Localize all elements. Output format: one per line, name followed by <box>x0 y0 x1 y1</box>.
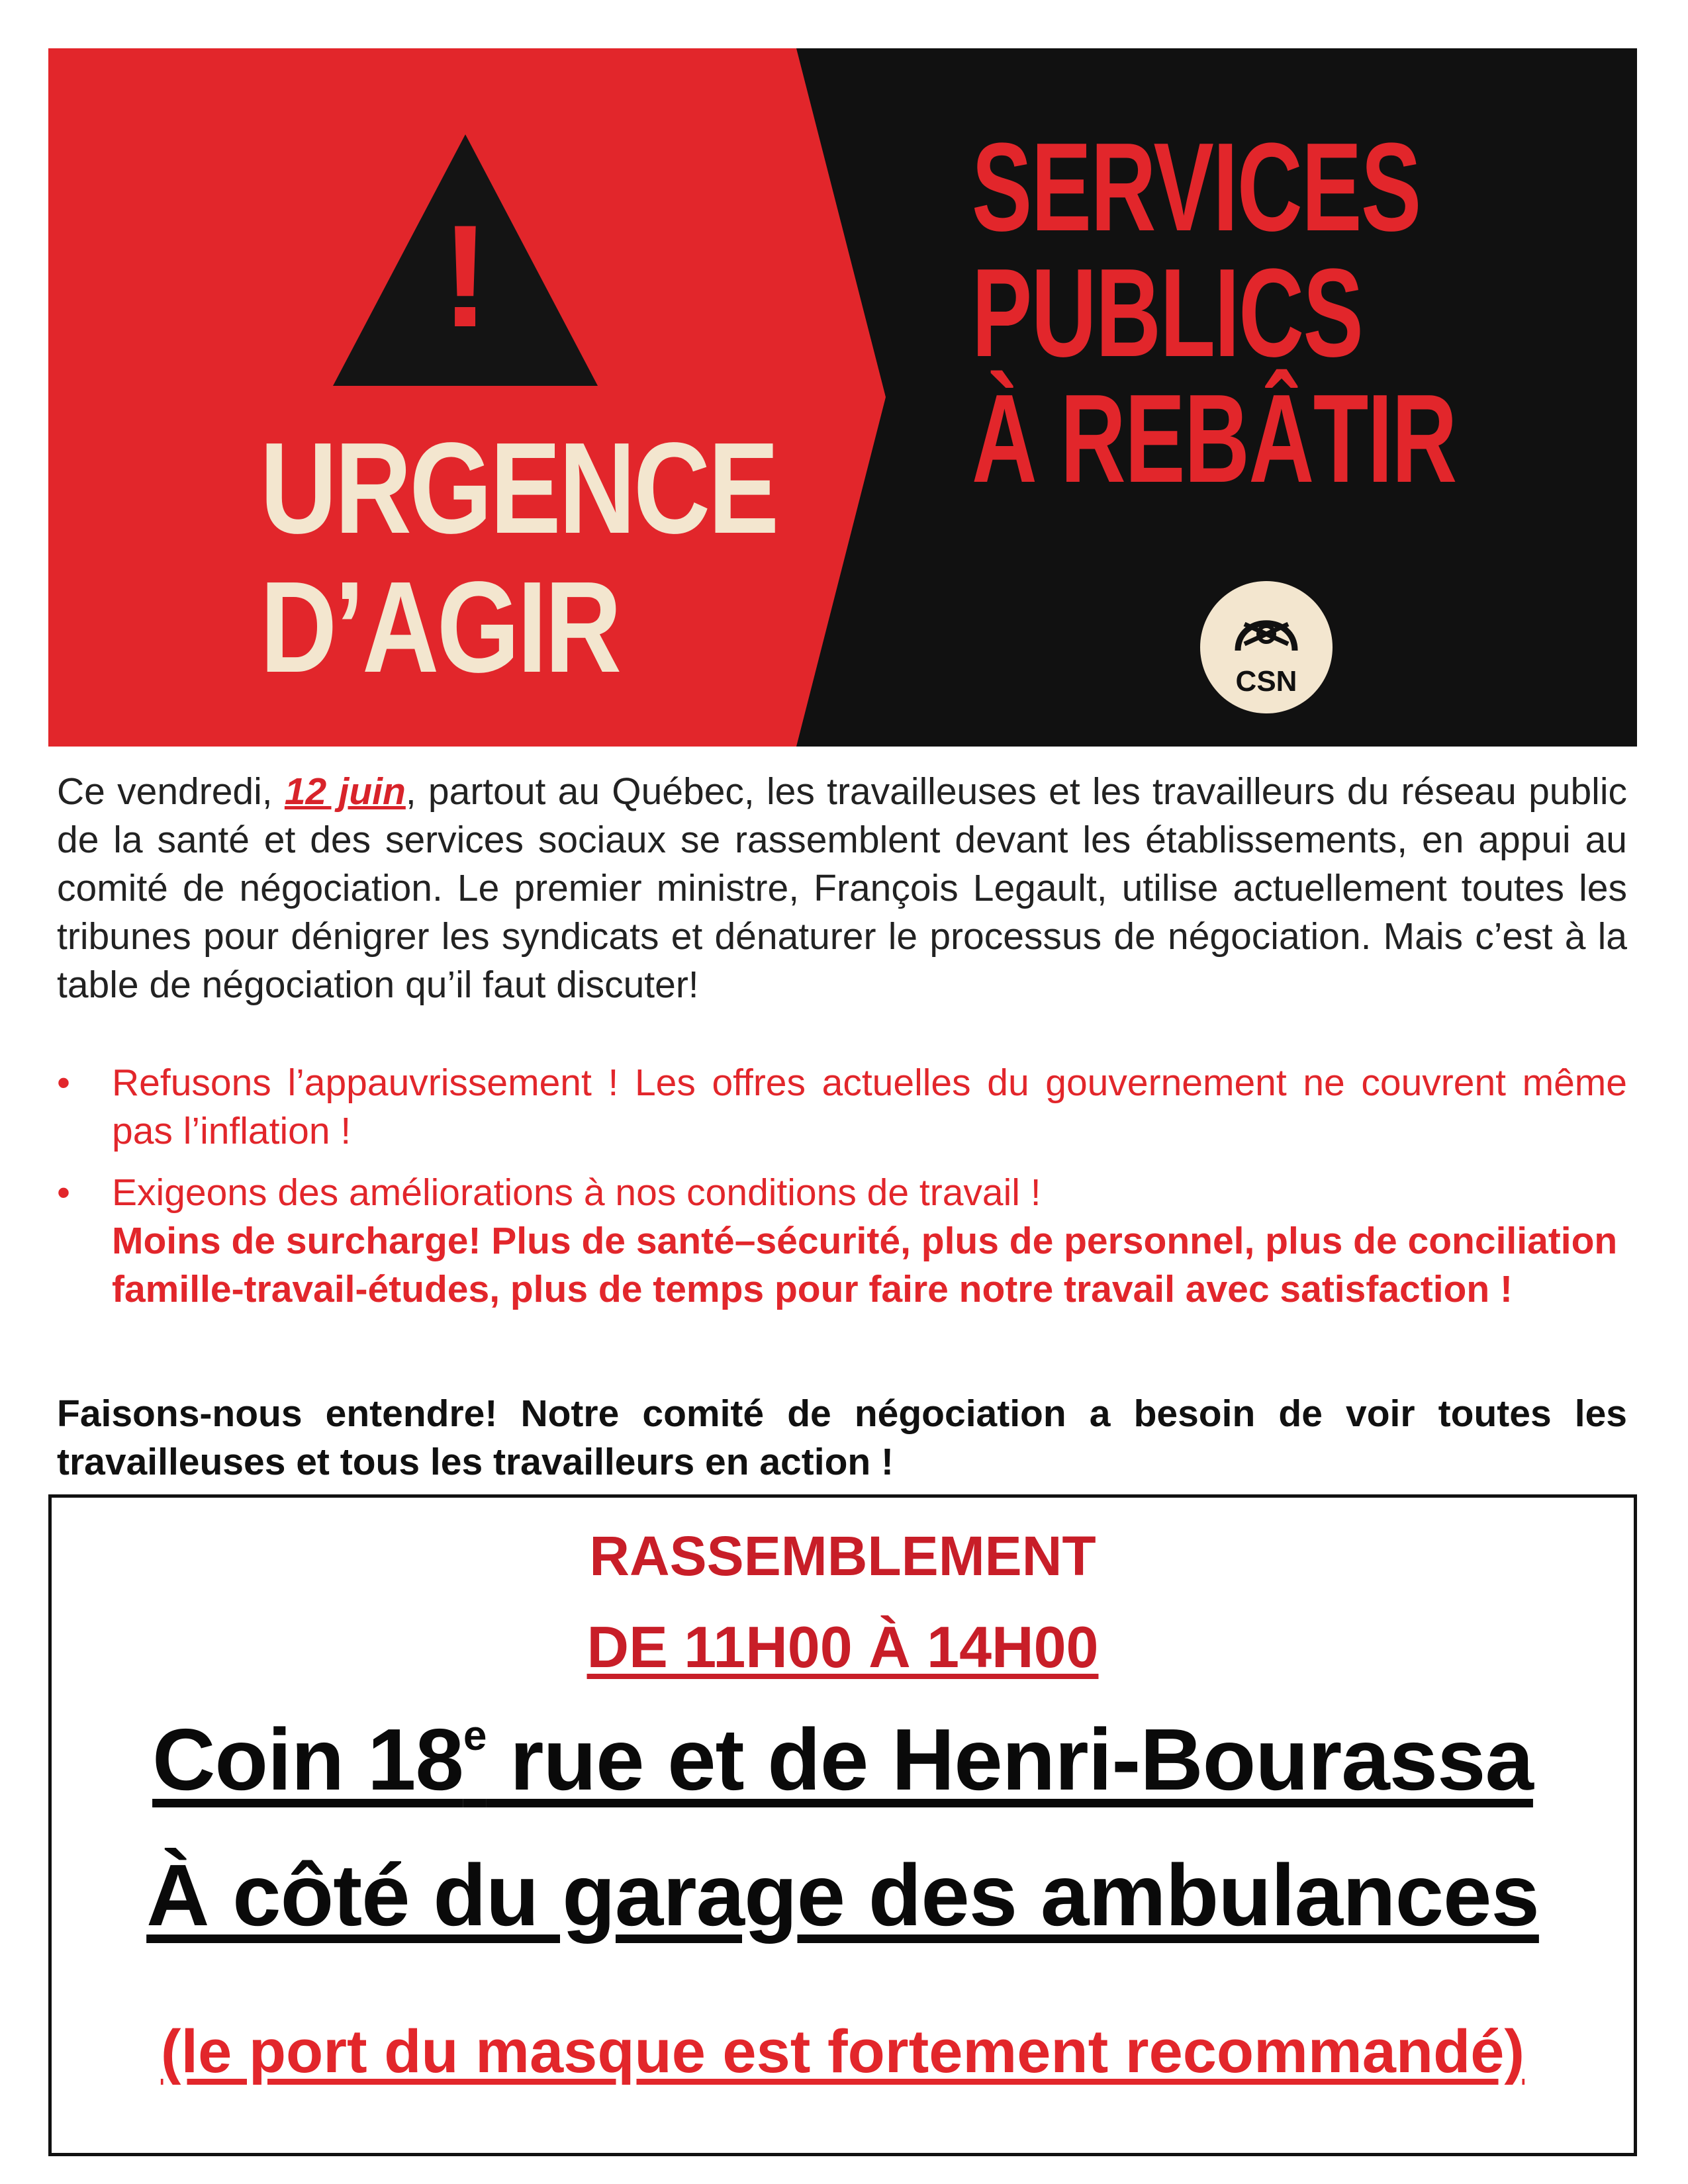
event-time <box>52 1614 1634 1681</box>
list-item <box>57 1169 1627 1314</box>
intro-before-date: Ce vendredi, <box>57 770 285 813</box>
event-landmark-text: À côté du garage des ambulances <box>146 1846 1539 1944</box>
intro-paragraph <box>57 768 1627 1009</box>
event-note-text: (le port du masque est fortement recommandé) <box>160 2018 1525 2085</box>
event-location <box>52 1709 1634 1809</box>
location-prefix: Coin 18 <box>152 1711 463 1808</box>
bullet-text: Exigeons des améliorations à nos conditions de travail ! <box>112 1171 1041 1214</box>
csn-logo <box>1197 578 1336 717</box>
event-landmark <box>52 1845 1634 1945</box>
event-time-text: DE 11H00 À 14H00 <box>586 1614 1099 1680</box>
intro-date: 12 juin <box>284 770 406 813</box>
services-line-1: SERVICES <box>972 117 1421 257</box>
urgence-line-1: URGENCE <box>260 416 777 561</box>
location-superscript: e <box>463 1711 487 1759</box>
csn-logo-text: CSN <box>1235 665 1297 698</box>
closing-paragraph: Faisons-nous entendre! Notre comité de négociation a besoin de voir toutes les travailleuses et tous les travailleurs en action ! <box>57 1392 1627 1483</box>
event-title: RASSEMBLEMENT <box>589 1525 1096 1587</box>
services-line-2: PUBLICS <box>972 243 1363 383</box>
bullet-text: Refusons l’appauvrissement ! Les offres actuelles du gouvernement ne couvrent même pas l’inflation ! <box>112 1062 1627 1152</box>
warning-symbol: ! <box>441 195 490 357</box>
demands-list <box>57 1059 1627 1314</box>
event-note <box>52 2017 1634 2087</box>
services-line-3: À REBÂTIR <box>972 369 1456 509</box>
services-headline <box>972 117 1456 509</box>
bullet-marker: • <box>57 1062 70 1104</box>
intro-after-date: , partout au Québec, les travailleuses et les travailleurs du réseau public de la santé et des services sociaux se rassemblent devant les établissements, en appui au comité de négociation. Le premier ministre, François Legault, utilise actuellement toutes les tribunes pour dénigrer les syndicats et dénaturer le processus de négociation. Mais c’est à la table de négociation qu’il faut discuter! <box>57 770 1628 1006</box>
urgence-line-2: D’AGIR <box>260 555 620 700</box>
bullet-marker: • <box>57 1171 70 1214</box>
bullet-bold-text: Moins de surcharge! Plus de santé–sécurité, plus de personnel, plus de conciliation famille-travail-études, plus de temps pour faire notre travail avec satisfaction ! <box>112 1220 1618 1310</box>
list-item <box>57 1059 1627 1156</box>
header-banner <box>48 48 1637 747</box>
urgence-headline <box>260 416 777 700</box>
location-suffix: rue et de Henri-Bourassa <box>486 1711 1533 1808</box>
event-box <box>48 1494 1637 2156</box>
